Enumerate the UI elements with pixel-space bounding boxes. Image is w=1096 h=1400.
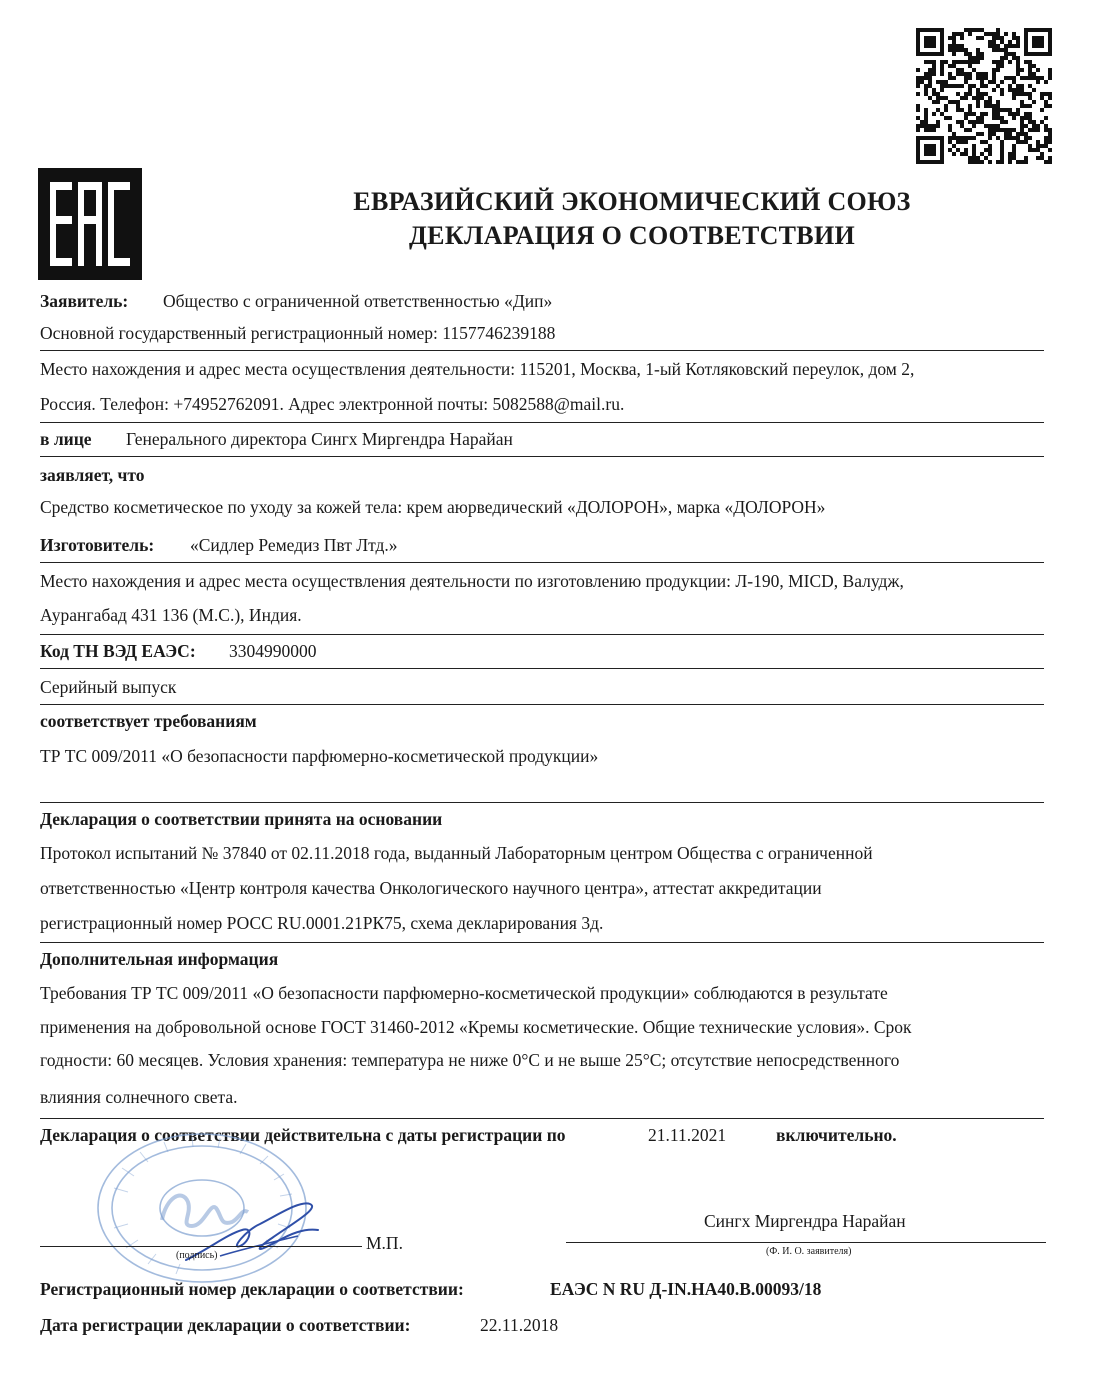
- name-line: [566, 1242, 1046, 1243]
- divider: [40, 668, 1044, 669]
- hs-code-label: Код ТН ВЭД ЕАЭС:: [40, 641, 196, 661]
- validity-suffix: включительно.: [776, 1125, 897, 1145]
- requirements-label: соответствует требованиям: [40, 711, 257, 731]
- registration-date-value: 22.11.2018: [480, 1315, 559, 1335]
- applicant-ogrn: Основной государственный регистрационный номер: 1157746239188: [40, 323, 556, 343]
- serial-release: Серийный выпуск: [40, 677, 177, 697]
- manufacturer-address-line-2: Аурангабад 431 136 (М.С.), Индия.: [40, 605, 302, 625]
- validity-date: 21.11.2021: [648, 1125, 727, 1145]
- manufacturer-value: «Сидлер Ремедиз Пвт Лтд.»: [190, 535, 398, 555]
- basis-label: Декларация о соответствии принята на основании: [40, 809, 443, 829]
- declares-label: заявляет, что: [40, 465, 145, 485]
- divider: [40, 1118, 1044, 1119]
- applicant-name: Сингх Миргендра Нарайан: [704, 1211, 906, 1231]
- applicant-address-line-2: Россия. Телефон: +74952762091. Адрес электронной почты: 5082588@mail.ru.: [40, 394, 625, 414]
- validity-label: Декларация о соответствии действительна с даты регистрации по: [40, 1125, 566, 1145]
- registration-number-value: ЕАЭС N RU Д-IN.НА40.В.00093/18: [550, 1279, 822, 1299]
- person-value: Генерального директора Сингх Миргендра Нарайан: [126, 429, 513, 449]
- title-line-2: ДЕКЛАРАЦИЯ О СООТВЕТСТВИИ: [408, 221, 855, 250]
- registration-number-label: Регистрационный номер декларации о соответствии:: [40, 1279, 464, 1299]
- hs-code-value: 3304990000: [229, 641, 317, 661]
- basis-line-3: регистрационный номер РОСС RU.0001.21РК75, схема декларирования 3д.: [40, 913, 604, 933]
- manufacturer-label: Изготовитель:: [40, 535, 155, 555]
- manufacturer-address-line-1: Место нахождения и адрес места осуществления деятельности по изготовлению продукции: Л-190, MICD, Валудж,: [40, 571, 904, 591]
- applicant-address-line-1: Место нахождения и адрес места осуществления деятельности: 115201, Москва, 1-ый Котляковский переулок, дом 2,: [40, 359, 915, 379]
- divider: [40, 942, 1044, 943]
- requirements-value: ТР ТС 009/2011 «О безопасности парфюмерно-косметической продукции»: [40, 746, 599, 766]
- mp-label: М.П.: [366, 1233, 403, 1253]
- registration-date-label: Дата регистрации декларации о соответствии:: [40, 1315, 411, 1335]
- product-description: Средство косметическое по уходу за кожей тела: крем аюрведический «ДОЛОРОН», марка «ДОЛОРОН»: [40, 497, 826, 517]
- divider: [40, 350, 1044, 351]
- divider: [40, 802, 1044, 803]
- divider: [40, 704, 1044, 705]
- applicant-value: Общество с ограниченной ответственностью «Дип»: [163, 291, 553, 311]
- applicant-label: Заявитель:: [40, 291, 129, 311]
- title-line-1: ЕВРАЗИЙСКИЙ ЭКОНОМИЧЕСКИЙ СОЮЗ: [353, 187, 911, 216]
- name-caption: (Ф. И. О. заявителя): [766, 1246, 852, 1257]
- additional-label: Дополнительная информация: [40, 949, 279, 969]
- additional-line-2: применения на добровольной основе ГОСТ 31460-2012 «Кремы косметические. Общие технические условия». Срок: [40, 1017, 912, 1037]
- additional-line-1: Требования ТР ТС 009/2011 «О безопасности парфюмерно-косметической продукции» соблюдаются в результате: [40, 983, 888, 1003]
- person-label: в лице: [40, 429, 92, 449]
- qr-code-icon: [916, 28, 1052, 164]
- signature-line: [40, 1246, 362, 1247]
- additional-line-3: годности: 60 месяцев. Условия хранения: температура не ниже 0°С и не выше 25°С; отсутствие непосредственного: [40, 1050, 900, 1070]
- basis-line-1: Протокол испытаний № 37840 от 02.11.2018 года, выданный Лабораторным центром Общества с ограниченной: [40, 843, 873, 863]
- divider: [40, 562, 1044, 563]
- divider: [40, 422, 1044, 423]
- divider: [40, 634, 1044, 635]
- divider: [40, 456, 1044, 457]
- signature-caption: (подпись): [176, 1250, 218, 1261]
- basis-line-2: ответственностью «Центр контроля качества Онкологического научного центра», аттестат аккредитации: [40, 878, 822, 898]
- additional-line-4: влияния солнечного света.: [40, 1087, 238, 1107]
